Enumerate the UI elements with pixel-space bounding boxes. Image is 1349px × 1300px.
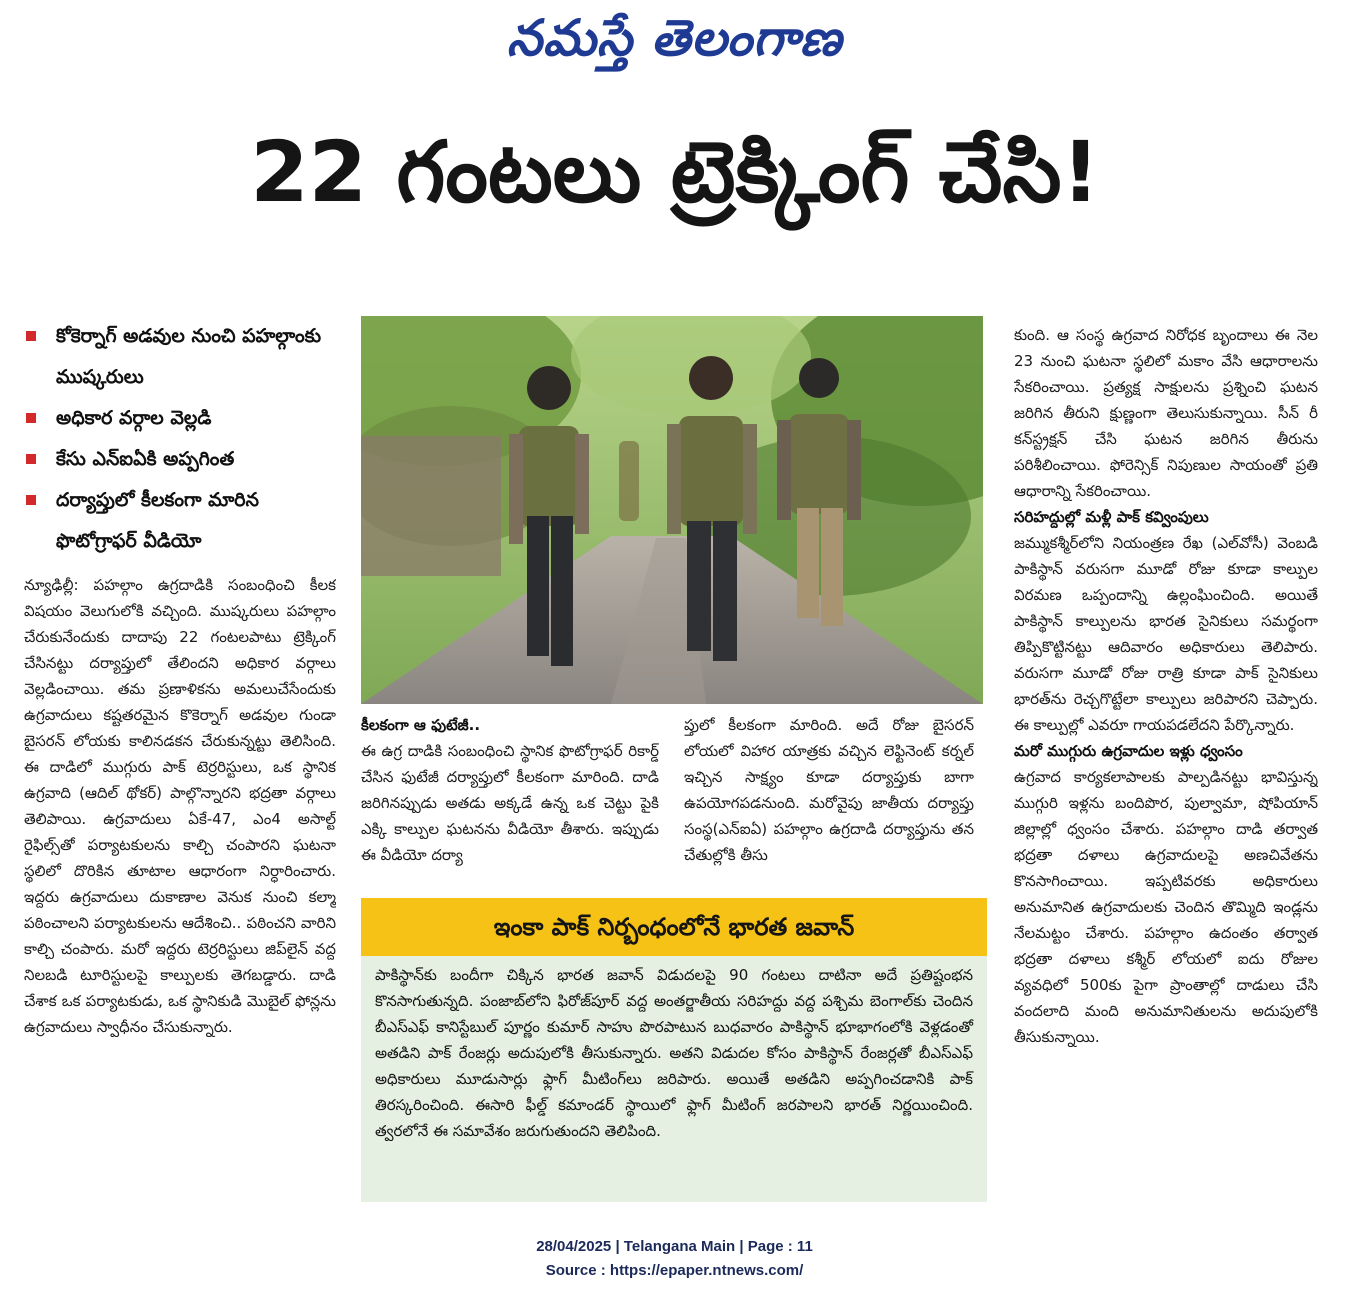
footer-dateline: 28/04/2025 | Telangana Main | Page : 11 (536, 1238, 813, 1255)
boxed-story-body: పాకిస్థాన్‌కు బందీగా చిక్కిన భారత జవాన్ విడుదలపై 90 గంటలు దాటినా అదే ప్రతిష్టంభన కొనసాగుతున్నది. పంజాబ్‌లోని ఫిరోజ్‌పూర్ వద్ద అంతర్జాతీయ సరిహద్దు వద్ద పశ్చిమ బెంగాల్‌కు చెందిన బీఎస్ఎఫ్ కానిస్టేబుల్ పూర్ణం కుమార్ సాహు పొరపాటున బుధవారం పాకిస్థాన్ భూభాగంలోకి వెళ్లడంతో అతడిని పాక్ రేంజర్లు అదుపులోకి తీసుకున్నారు. అతని విడుదల కోసం పాకిస్థాన్ రేంజర్లతో బీఎస్ఎఫ్ అధికారులు మూడుసార్లు ఫ్లాగ్ మీటింగ్‌లు జరిపారు. అయితే అతడిని అప్పగించడానికి పాక్ తిరస్కరించింది. ఈసారి ఫీల్డ్ కమాండర్ స్థాయిలో ఫ్లాగ్ మీటింగ్ జరపాలని భారత్ నిర్ణయించింది. త్వరలోనే ఈ సమావేశం జరుగుతుందని తెలిపింది. (361, 956, 987, 1202)
highlight-item: దర్యాప్తులో కీలకంగా మారిన ఫొటోగ్రాఫర్ వీడియో (24, 480, 336, 562)
bullet-square-icon (26, 495, 36, 505)
bullet-square-icon (26, 413, 36, 423)
bullet-square-icon (26, 331, 36, 341)
photo-illustration (361, 316, 983, 704)
masthead-logo: నమస్తే తెలంగాణ (506, 8, 843, 67)
subheading-footage: కీలకంగా ఆ ఫుటేజీ.. (361, 716, 481, 734)
news-photo-security-personnel (361, 316, 983, 704)
subheading-houses-demolished: మరో ముగ్గురు ఉగ్రవాదుల ఇళ్లు ధ్వంసం (1014, 742, 1243, 760)
boxed-story-title: ఇంకా పాక్ నిర్బంధంలోనే భారత జవాన్ (361, 898, 987, 956)
highlight-item: అధికార వర్గాల వెల్లడి (24, 398, 336, 439)
highlights-list (24, 316, 336, 562)
middle-left-article: కీలకంగా ఆ ఫుటేజీ.. ఈ ఉగ్ర దాడికి సంబంధించి స్థానిక ఫొటోగ్రాఫర్ రికార్డ్ చేసిన ఫుటేజీ దర్యాప్తులో కీలకంగా మారింది. దాడి జరిగినప్పుడు అతడు అక్కడే ఉన్న ఒక చెట్టు పైకి ఎక్కి కాల్పుల ఘటనను వీడియో తీశారు. ఇప్పుడు ఈ వీడియో దర్యా (361, 716, 659, 864)
highlight-item: కేసు ఎన్ఐఏకి అప్పగింత (24, 439, 336, 480)
headline: 22 గంటలు ట్రెక్కింగ్ చేసి! (250, 123, 1100, 221)
highlight-item: కోకెర్నాగ్ అడవుల నుంచి పహల్గాంకు ముష్కరులు (24, 316, 336, 398)
subheading-border-firing: సరిహద్దుల్లో మళ్లీ పాక్ కవ్వింపులు (1014, 508, 1209, 526)
left-column-article: న్యూఢిల్లీ: పహల్గాం ఉగ్రదాడికి సంబంధించి కీలక విషయం వెలుగులోకి వచ్చింది. ముష్కరులు పహల్గాం చేరుకునేందుకు దాదాపు 22 గంటలపాటు ట్రెక్కింగ్ చేసినట్టు దర్యాప్తులో తేలిందని అధికార వర్గాలు వెల్లడించాయి. తమ ప్రణాళికను అమలుచేసేందుకు ఉగ్రవాదులు కష్టతరమైన కొకెర్నాగ్ అడవుల గుండా బైసరన్ లోయకు కాలినడకన చేరుకున్నట్టు తెలిసింది. ఈ దాడిలో ముగ్గురు పాక్ టెర్రరిస్టులు, ఒక స్థానిక ఉగ్రవాది (ఆదిల్ థోకర్) పాల్గొన్నారని భద్రతా వర్గాలు తెలిపాయి. ఉగ్రవాదులు ఏకే-47, ఎం4 అసాల్ట్ రైఫిల్స్‌తో పర్యాటకులను కాల్చి చంపారని ఘటనా స్థలిలో దొరికిన తూటాల ఆధారంగా నిర్ధారించారు. ఇద్దరు ఉగ్రవాదులు దుకాణాల వెనుక నుంచి కల్మా పఠించాలని పర్యాటకులను ఆదేశించి.. పఠించని వారిని కాల్చి చంపారు. మరో ఇద్దరు టెర్రరిస్టులు జిప్‌లైన్ వద్ద నిలబడి టూరిస్టులపై కాల్పులకు తెగబడ్డారు. దాడి చేశాక ఒక పర్యాటకుడు, ఒక స్థానికుడి మొబైల్ ఫోన్లను ఉగ్రవాదులు స్వాధీనం చేసుకున్నారు. (24, 576, 336, 1036)
footer-source-link[interactable]: Source : https://epaper.ntnews.com/ (545, 1262, 804, 1279)
bullet-square-icon (26, 454, 36, 464)
middle-right-article: ప్తులో కీలకంగా మారింది. అదే రోజు బైసరన్ లోయలో విహార యాత్రకు వచ్చిన లెఫ్టినెంట్ కర్నల్ ఇచ్చిన సాక్ష్యం కూడా దర్యాప్తుకు బాగా ఉపయోగపడనుంది. మరోవైపు జాతీయ దర్యాప్తు సంస్థ(ఎన్ఐఏ) పహల్గాం ఉగ్రదాడి దర్యాప్తును తన చేతుల్లోకి తీసు (684, 716, 974, 864)
right-column-article: కుంది. ఆ సంస్థ ఉగ్రవాద నిరోధక బృందాలు ఈ నెల 23 నుంచి ఘటనా స్థలిలో మకాం వేసి ఆధారాలను సేకరించాయి. ప్రత్యక్ష సాక్షులను ప్రశ్నించి ఘటన జరిగిన తీరుని క్షుణ్ణంగా తెలుసుకున్నాయి. సీన్ రీ కన్‌స్ట్రక్షన్ చేసి ఘటన జరిగిన తీరును పరిశీలించాయి. ఫోరెన్సిక్ నిపుణుల సాయంతో ప్రతి ఆధారాన్ని సేకరించాయి. సరిహద్దుల్లో మళ్లీ పాక్ కవ్వింపులు జమ్ముకశ్మీర్‌లోని నియంత్రణ రేఖ (ఎల్‌వోసీ) వెంబడి పాకిస్థాన్ వరుసగా మూడో రోజు కూడా కాల్పుల విరమణ ఒప్పందాన్ని ఉల్లంఘించింది. అయితే పాకిస్థాన్ కాల్పులను భారత సైనికులు సమర్థంగా తిప్పికొట్టినట్టు ఆదివారం అధికారులు తెలిపారు. వరుసగా మూడో రోజు రాత్రి కూడా పాక్ సైనికులు భారత్‌ను రెచ్చగొట్టేలా కాల్పులు జరిపారని చెప్పారు. ఈ కాల్పుల్లో ఎవరూ గాయపడలేదని పేర్కొన్నారు. మరో ముగ్గురు ఉగ్రవాదుల ఇళ్లు ధ్వంసం ఉగ్రవాద కార్యకలాపాలకు పాల్పడినట్టు భావిస్తున్న ముగ్గురి ఇళ్లను బందిపొర, పుల్వామా, షోపియాన్ జిల్లాల్లో ధ్వంసం చేశారు. పహల్గాం దాడి తర్వాత భద్రతా దళాలు ఉగ్రవాదులపై అణచివేతను కొనసాగించాయి. ఇప్పటివరకు అధికారులు అనుమానిత ఉగ్రవాదులకు చెందిన తొమ్మిది ఇండ్లను నేలమట్టం చేశారు. పహల్గాం ఉదంతం తర్వాత భద్రతా దళాలు కశ్మీర్ లోయలో ఐదు రోజుల వ్యవధిలో 500కు పైగా ప్రాంతాల్లో దాడులు చేసి వందలాది మంది అనుమానితులను అదుపులోకి తీసుకున్నాయి. (1014, 326, 1318, 1046)
